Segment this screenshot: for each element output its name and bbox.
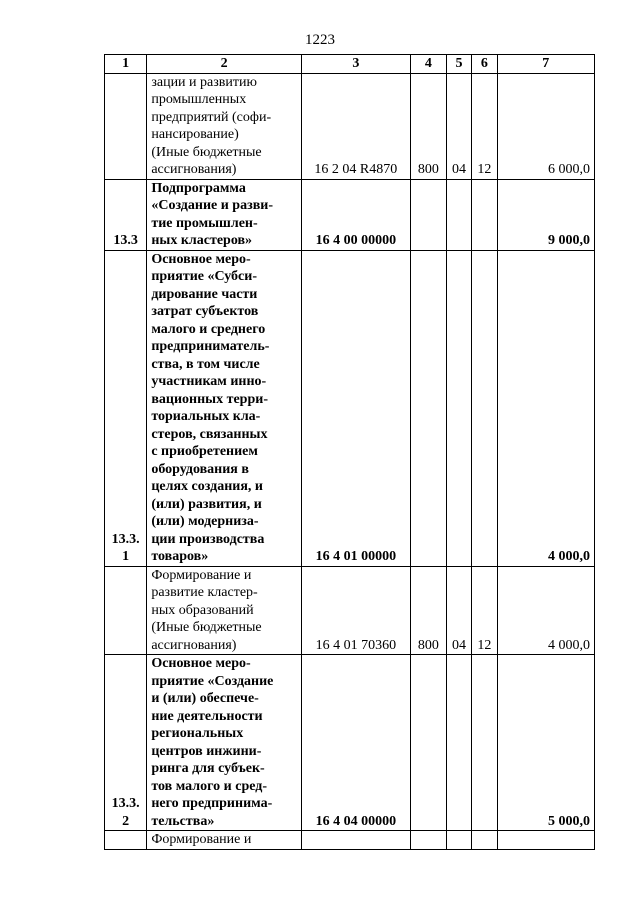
expense-type-code: 800 xyxy=(410,566,446,655)
item-name-line: приятие «Субси- xyxy=(151,269,257,284)
item-name-line: ции производства xyxy=(151,531,265,547)
item-name-line: центров инжини- xyxy=(151,743,262,759)
item-name-line: ства, в том числе xyxy=(151,356,260,372)
item-name-line: дирование части xyxy=(151,286,258,302)
column-header: 3 xyxy=(301,55,410,74)
table-row xyxy=(105,566,595,655)
item-name-line: ных образований xyxy=(151,602,254,618)
column-header: 7 xyxy=(497,55,594,74)
item-name-line: товаров» xyxy=(151,549,209,564)
item-number xyxy=(105,831,147,850)
table-row xyxy=(105,179,595,250)
page-number: 1223 xyxy=(305,32,335,48)
item-name-line: приятие «Создание xyxy=(151,673,274,689)
subsection-code xyxy=(472,250,497,566)
section-code xyxy=(446,655,471,831)
amount: 9 000,0 xyxy=(497,179,594,250)
expense-type-code xyxy=(410,179,446,250)
item-number xyxy=(105,73,147,179)
item-name-line: малого и среднего xyxy=(151,321,266,337)
item-name-line: Формирование и xyxy=(151,567,252,583)
item-name-line: ассигнования) xyxy=(151,637,237,653)
expense-type-code xyxy=(410,655,446,831)
item-name-line: Основное меро- xyxy=(151,251,251,267)
table-body xyxy=(105,73,595,849)
item-name-line: участникам инно- xyxy=(151,374,267,389)
item-name-line: тов малого и сред- xyxy=(151,778,267,794)
expense-type-code xyxy=(410,250,446,566)
item-name-line: тельства» xyxy=(151,813,215,829)
table-row xyxy=(105,831,595,850)
column-header: 5 xyxy=(446,55,471,74)
target-article-code: 16 4 01 70360 xyxy=(301,566,410,655)
subsection-code: 12 xyxy=(472,566,497,655)
table-row xyxy=(105,73,595,179)
item-name-line: стеров, связанных xyxy=(151,426,268,442)
item-name-line: развитие кластер- xyxy=(151,585,258,600)
expense-type-code: 800 xyxy=(410,73,446,179)
section-code xyxy=(446,250,471,566)
section-code xyxy=(446,831,471,850)
item-name-line: предприниматель- xyxy=(151,339,270,354)
table-row xyxy=(105,655,595,831)
item-name-line: «Создание и разви- xyxy=(151,198,274,213)
column-header: 1 xyxy=(105,55,147,74)
item-name-line: предприятий (софи- xyxy=(151,109,272,125)
column-header: 6 xyxy=(472,55,497,74)
target-article-code: 16 4 01 00000 xyxy=(301,250,410,566)
target-article-code: 16 4 04 00000 xyxy=(301,655,410,831)
item-name-line: целях создания, и xyxy=(151,479,263,494)
amount: 4 000,0 xyxy=(497,566,594,655)
item-name-line: ассигнования) xyxy=(151,162,237,177)
subsection-code: 12 xyxy=(472,73,497,179)
expense-type-code xyxy=(410,831,446,850)
item-name-line: оборудования в xyxy=(151,461,249,477)
item-name-line: ние деятельности xyxy=(151,708,263,724)
item-name-line: и (или) обеспече- xyxy=(151,691,259,706)
item-name-line: ринга для субъек- xyxy=(151,761,265,776)
item-name xyxy=(147,179,302,250)
item-name xyxy=(147,831,302,850)
target-article-code: 16 4 00 00000 xyxy=(301,179,410,250)
item-name xyxy=(147,655,302,831)
section-code: 04 xyxy=(446,73,471,179)
item-name-line: Подпрограмма xyxy=(151,180,246,196)
budget-table xyxy=(104,54,595,850)
item-name-line: (или) модерниза- xyxy=(151,514,259,529)
item-name-line: него предпринима- xyxy=(151,796,273,811)
item-name xyxy=(147,73,302,179)
item-name-line: (Иные бюджетные xyxy=(151,144,262,160)
item-name-line: промышленных xyxy=(151,92,247,107)
amount: 5 000,0 xyxy=(497,655,594,831)
item-name-line: Основное меро- xyxy=(151,656,251,671)
item-name-line: (или) развития, и xyxy=(151,496,262,512)
column-header: 2 xyxy=(147,55,302,74)
item-name-line: ториальных кла- xyxy=(151,409,261,424)
subsection-code xyxy=(472,179,497,250)
table-row xyxy=(105,250,595,566)
section-code xyxy=(446,179,471,250)
item-number: 13.3.2 xyxy=(105,655,147,831)
item-name-line: с приобретением xyxy=(151,444,258,459)
subsection-code xyxy=(472,831,497,850)
subsection-code xyxy=(472,655,497,831)
target-article-code: 16 2 04 R4870 xyxy=(301,73,410,179)
item-name-line: тие промышлен- xyxy=(151,215,258,231)
amount: 4 000,0 xyxy=(497,250,594,566)
target-article-code xyxy=(301,831,410,850)
item-name-line: региональных xyxy=(151,726,244,741)
item-name-line: (Иные бюджетные xyxy=(151,620,262,635)
item-name-line: затрат субъектов xyxy=(151,304,259,319)
item-name-line: вационных терри- xyxy=(151,391,268,407)
amount: 6 000,0 xyxy=(497,73,594,179)
item-name-line: ных кластеров» xyxy=(151,233,253,248)
item-name-line: Формирование и xyxy=(151,832,252,847)
item-number: 13.3 xyxy=(105,179,147,250)
item-number: 13.3.1 xyxy=(105,250,147,566)
column-header: 4 xyxy=(410,55,446,74)
item-name-line: зации и развитию xyxy=(151,74,257,90)
item-name xyxy=(147,250,302,566)
table-header-row xyxy=(105,55,595,74)
section-code: 04 xyxy=(446,566,471,655)
item-name xyxy=(147,566,302,655)
item-name-line: нансирование) xyxy=(151,127,239,142)
item-number xyxy=(105,566,147,655)
amount xyxy=(497,831,594,850)
